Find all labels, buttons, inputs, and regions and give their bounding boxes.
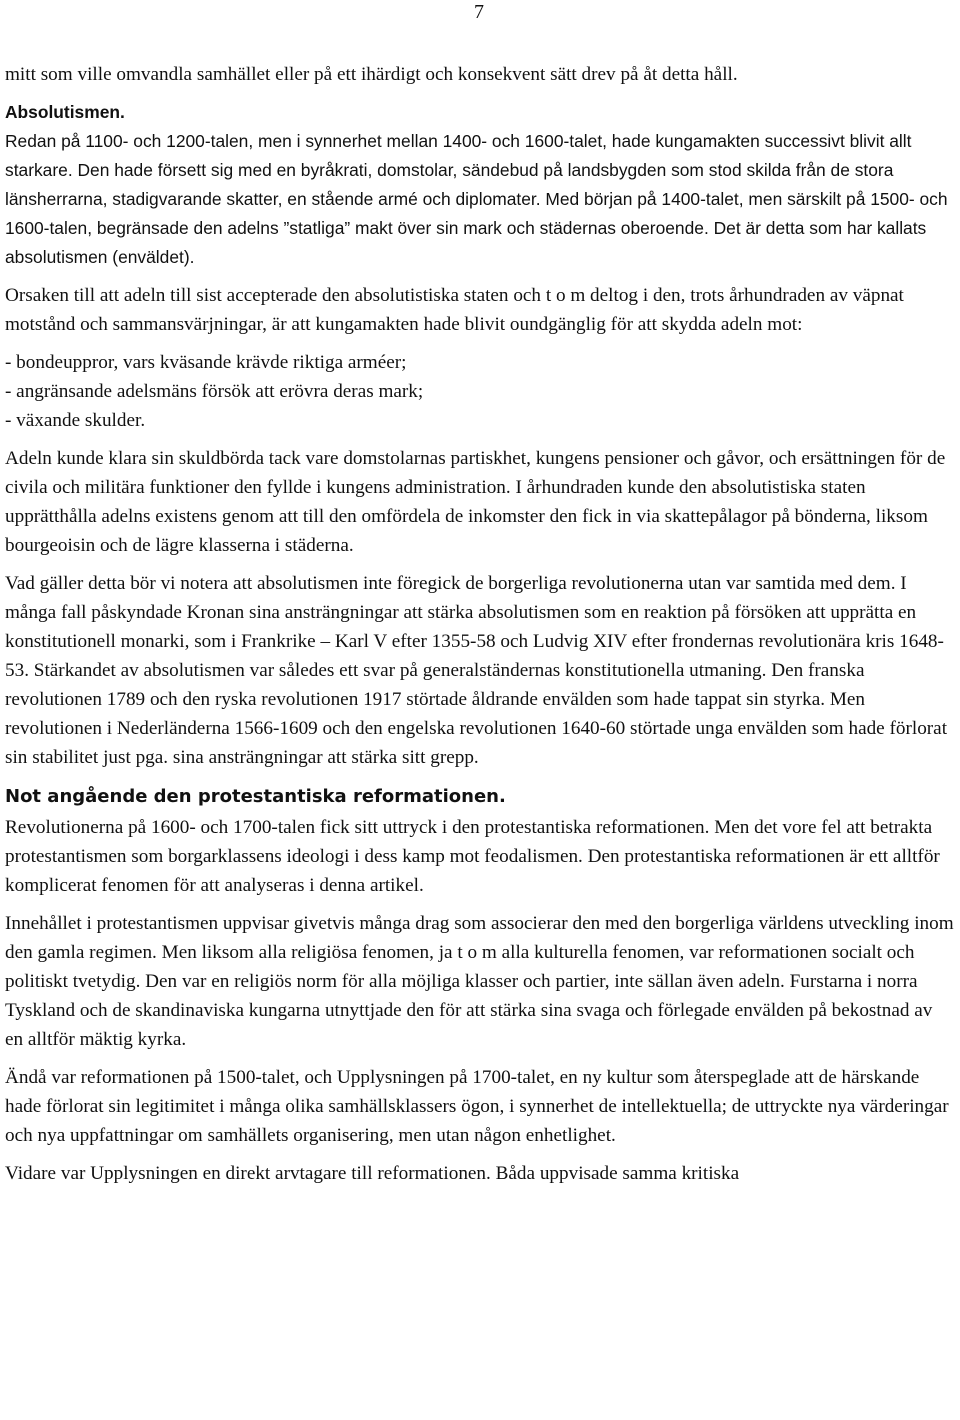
paragraph: Orsaken till att adeln till sist accepterade den absolutistiska staten och t o m deltog i den, trots århundraden av väpnat motstånd och sammansvärjningar, är att kungamakten hade blivit oundgänglig för att skydda adeln mot: xyxy=(5,285,904,335)
list-item: - bondeuppror, vars kväsande krävde riktiga arméer; xyxy=(5,352,407,373)
paragraph: Vad gäller detta bör vi notera att absolutismen inte föregick de borgerliga revolutionerna utan var samtida med dem. I många fall påskyndade Kronan sina ansträngningar att stärka absolutismen som en reaktion på försöken att upprätta en konstitutionell monarki, som i Frankrike – Karl V efter 1355-58 och Ludvig XIV efter frondernas revolutionära kris 1648-53. Stärkandet av absolutismen var således ett svar på generalständernas konstitutionella utmaning. Den franska revolutionen 1789 och den ryska revolutionen 1917 störtade åldrande envälden som hade tappat sin styrka. Men revolutionen i Nederländerna 1566-1609 och den engelska revolutionen 1640-60 störtade unga envälden som hade förlorat sin stabilitet just pga. sina ansträngningar att stärka sitt grepp. xyxy=(5,573,948,768)
paragraph: Ändå var reformationen på 1500-talet, och Upplysningen på 1700-talet, en ny kultur som återspeglade att de härskande hade förlorat sin legitimitet i många olika samhällsklassers ögon, i synnerhet de intellektuella; de uttryckte nya värderingar och nya uppfattningar om samhällets organisering, men utan någon enhetlighet. xyxy=(5,1067,949,1146)
absolutism-paragraph: Redan på 1100- och 1200-talen, men i synnerhet mellan 1400- och 1600-talet, hade kungamakten successivt blivit allt starkare. Den hade försett sig med en byråkrati, domstolar, sändebud på landsbygden som stod skilda från de stora länsherrarna, stadigvarande skatter, en stående armé och diplomater. Med början på 1400-talet, men särskilt på 1500- och 1600-talen, begränsade den adelns ”statliga” makt över sin mark och städernas oberoende. Det är detta som har kallats absolutismen (enväldet). xyxy=(5,131,948,267)
document-body xyxy=(5,60,955,1188)
absolutism-heading: Absolutismen. xyxy=(5,102,125,122)
paragraph: Innehållet i protestantismen uppvisar givetvis många drag som associerar den med den borgerliga världens utveckling inom den gamla regimen. Men liksom alla religiösa fenomen, ja t o m alla kulturella fenomen, var reformationen socialt och politiskt tvetydig. Den var en religiös norm för alla möjliga klasser och partier, inte sällan även adeln. Furstarna i norra Tyskland och de skandinaviska kungarna utnyttjade den för att stärka sina svaga och förlegade envälden på bekostnad av en alltför mäktig kyrka. xyxy=(5,913,954,1050)
paragraph: Vidare var Upplysningen en direkt arvtagare till reformationen. Båda uppvisade samma kritiska xyxy=(5,1163,740,1184)
paragraph: Revolutionerna på 1600- och 1700-talen fick sitt uttryck i den protestantiska reformationen. Men det vore fel att betrakta protestantismen som borgarklassens ideologi i dess kamp mot feodalismen. Den protestantiska reformationen är ett alltför komplicerat fenomen för att analyseras i denna artikel. xyxy=(5,817,940,896)
page-number: 7 xyxy=(474,1,484,23)
bullet-list xyxy=(5,348,955,435)
section-heading: Not angående den protestantiska reformationen. xyxy=(5,786,506,807)
list-item: - växande skulder. xyxy=(5,410,146,431)
list-item: - angränsande adelsmäns försök att erövra deras mark; xyxy=(5,381,424,402)
intro-line: mitt som ville omvandla samhället eller på ett ihärdigt och konsekvent sätt drev på åt detta håll. xyxy=(5,64,738,85)
absolutism-section xyxy=(5,98,955,272)
paragraph: Adeln kunde klara sin skuldbörda tack vare domstolarnas partiskhet, kungens pensioner och gåvor, och ersättningen för de civila och militära funktioner den fyllde i kungens administration. I århundraden kunde den absolutistiska staten upprätthålla adelns existens genom att till den omfördela de inkomster den fick in via skattepålagor på bönderna, liksom bourgeoisin och de lägre klasserna i städerna. xyxy=(5,448,946,556)
